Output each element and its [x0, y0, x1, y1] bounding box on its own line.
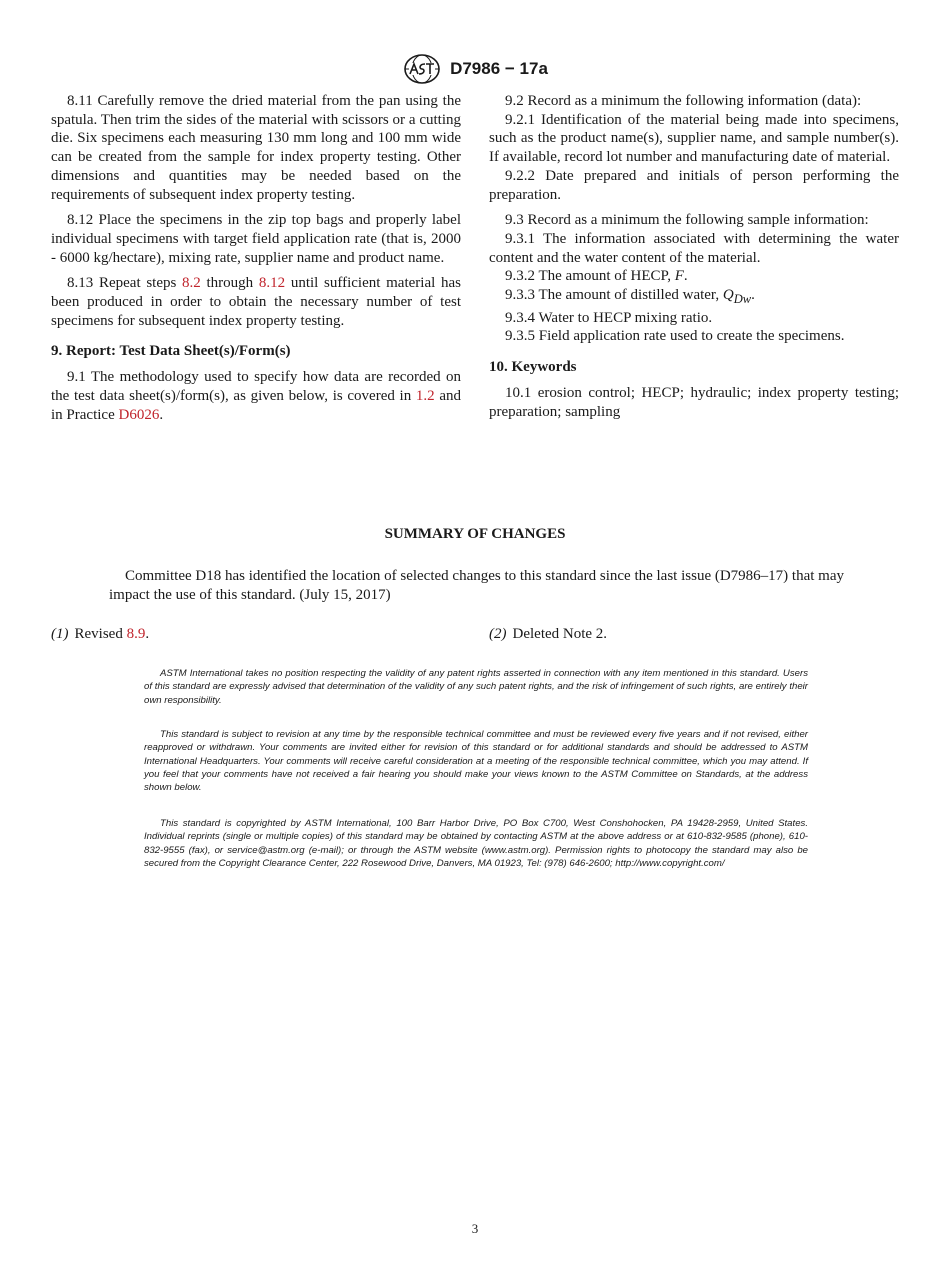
change-number: (1)	[51, 626, 69, 642]
link-section-1-2[interactable]: 1.2	[415, 387, 435, 404]
change-text: Deleted Note 2.	[512, 626, 608, 642]
page-number: 3	[471, 1221, 479, 1236]
paragraph-9-3-3-text: 9.3.3 The amount of distilled water,	[505, 287, 723, 304]
paragraph-9-3-3	[489, 286, 899, 309]
paragraph-10-1: 10.1 erosion control; HECP; hydraulic; index property testing; preparation; sampling	[489, 384, 899, 420]
paragraph-9-1	[51, 368, 461, 424]
variable-q-subscript: Dw	[733, 292, 752, 307]
left-column	[51, 92, 461, 424]
patent-notice: ASTM International takes no position respecting the validity of any patent rights asserted in connection with any item mentioned in this standard. Users of this standard are expressly advised that determination of the validity of any such patent rights, and the risk of infringement of such rights, are entirely their own responsibility.	[144, 668, 808, 706]
paragraph-9-3-2-end: .	[683, 268, 688, 285]
page-header	[0, 52, 950, 86]
right-column	[489, 92, 899, 421]
link-section-8-2[interactable]: 8.2	[182, 275, 201, 292]
change-item-2	[489, 626, 607, 643]
paragraph-9-3-3-end: .	[751, 287, 755, 304]
change-text: Revised	[74, 626, 127, 642]
change-number: (2)	[489, 626, 507, 642]
paragraph-9-3: 9.3 Record as a minimum the following sample information:	[505, 212, 869, 229]
section-9-heading: 9. Report: Test Data Sheet(s)/Form(s)	[51, 343, 291, 360]
paragraph-9-1-text: 9.1 The methodology used to specify how data are recorded on the test data sheet(s)/form(s), as given below, is covered in	[51, 369, 461, 404]
paragraph-9-2: 9.2 Record as a minimum the following information (data):	[505, 93, 862, 109]
paragraph-9-3-2	[489, 267, 899, 286]
paragraph-9-2-1: 9.2.1 Identification of the material being made into specimens, such as the product name(s), supplier name, and sample number(s). If available, record lot number and manufacturing date of material.	[489, 111, 899, 166]
paragraph-9-3-5: 9.3.5 Field application rate used to create the specimens.	[505, 328, 845, 345]
paragraph-9-1-text: .	[159, 406, 164, 423]
astm-logo-icon	[402, 52, 442, 86]
paragraph-9-1-text: and in Practice	[51, 387, 461, 423]
paragraph-8-12: 8.12 Place the specimens in the zip top bags and properly label individual specimens with target field application rate (that is, 2000 - 6000 kg/hectare), mixing rate, supplier name and product name.	[51, 212, 461, 266]
section-10-heading: 10. Keywords	[489, 359, 577, 376]
paragraph-9-3-4: 9.3.4 Water to HECP mixing ratio.	[505, 309, 713, 326]
link-section-8-12[interactable]: 8.12	[258, 275, 286, 292]
paragraph-9-2-2: 9.2.2 Date prepared and initials of person performing the preparation.	[489, 167, 899, 203]
paragraph-9-3-1: 9.3.1 The information associated with determining the water content and the water content of the material.	[489, 230, 899, 266]
change-end: .	[145, 626, 150, 642]
paragraph-8-11: 8.11 Carefully remove the dried material from the pan using the spatula. Then trim the sides of the material with scissors or a cutting die. Six specimens each measuring 130 mm long and 100 mm wide can be created from the sample for index property testing. Other dimensions and quantities may be needed based on the requirements of subsequent index property testing.	[51, 93, 461, 203]
paragraph-8-13	[51, 274, 461, 330]
paragraph-8-13-text: through	[200, 275, 259, 292]
paragraph-8-13-text: 8.13 Repeat steps	[67, 275, 183, 292]
change-item-1	[51, 626, 149, 643]
summary-of-changes-title: SUMMARY OF CHANGES	[384, 526, 566, 542]
standard-designation: D7986 − 17a	[450, 59, 548, 78]
summary-of-changes-text: Committee D18 has identified the location of selected changes to this standard since the last issue (D7986–17) that may impact the use of this standard. (July 15, 2017)	[109, 568, 844, 603]
link-section-8-9[interactable]: 8.9	[126, 626, 146, 642]
variable-q: Q	[722, 287, 734, 304]
copyright-notice: This standard is copyrighted by ASTM International, 100 Barr Harbor Drive, PO Box C700, West Conshohocken, PA 19428-2959, United States. Individual reprints (single or multiple copies) of this standard may be obtained by contacting ASTM at the above address or at 610-832-9585 (phone), 610-832-9555 (fax), or service@astm.org (e-mail); or through the ASTM website (www.astm.org). Permission rights to photocopy the standard may also be secured from the Copyright Clearance Center, 222 Rosewood Drive, Danvers, MA 01923, Tel: (978) 646-2600; http://www.copyright.com/	[144, 818, 808, 869]
paragraph-8-13-text: until sufficient material has been produced in order to obtain the necessary number of test specimens for subsequent index property testing.	[51, 275, 461, 329]
paragraph-9-3-2-text: 9.3.2 The amount of HECP,	[505, 268, 675, 285]
variable-f: F	[674, 268, 684, 285]
link-practice-d6026[interactable]: D6026	[118, 406, 160, 423]
revision-notice: This standard is subject to revision at any time by the responsible technical committee and must be reviewed every five years and if not revised, either reapproved or withdrawn. Your comments are invited either for revision of this standard or for additional standards and should be addressed to ASTM International Headquarters. Your comments will receive careful consideration at a meeting of the responsible technical committee, which you may attend. If you feel that your comments have not received a fair hearing you should make your views known to the ASTM Committee on Standards, at the address shown below.	[144, 729, 808, 794]
